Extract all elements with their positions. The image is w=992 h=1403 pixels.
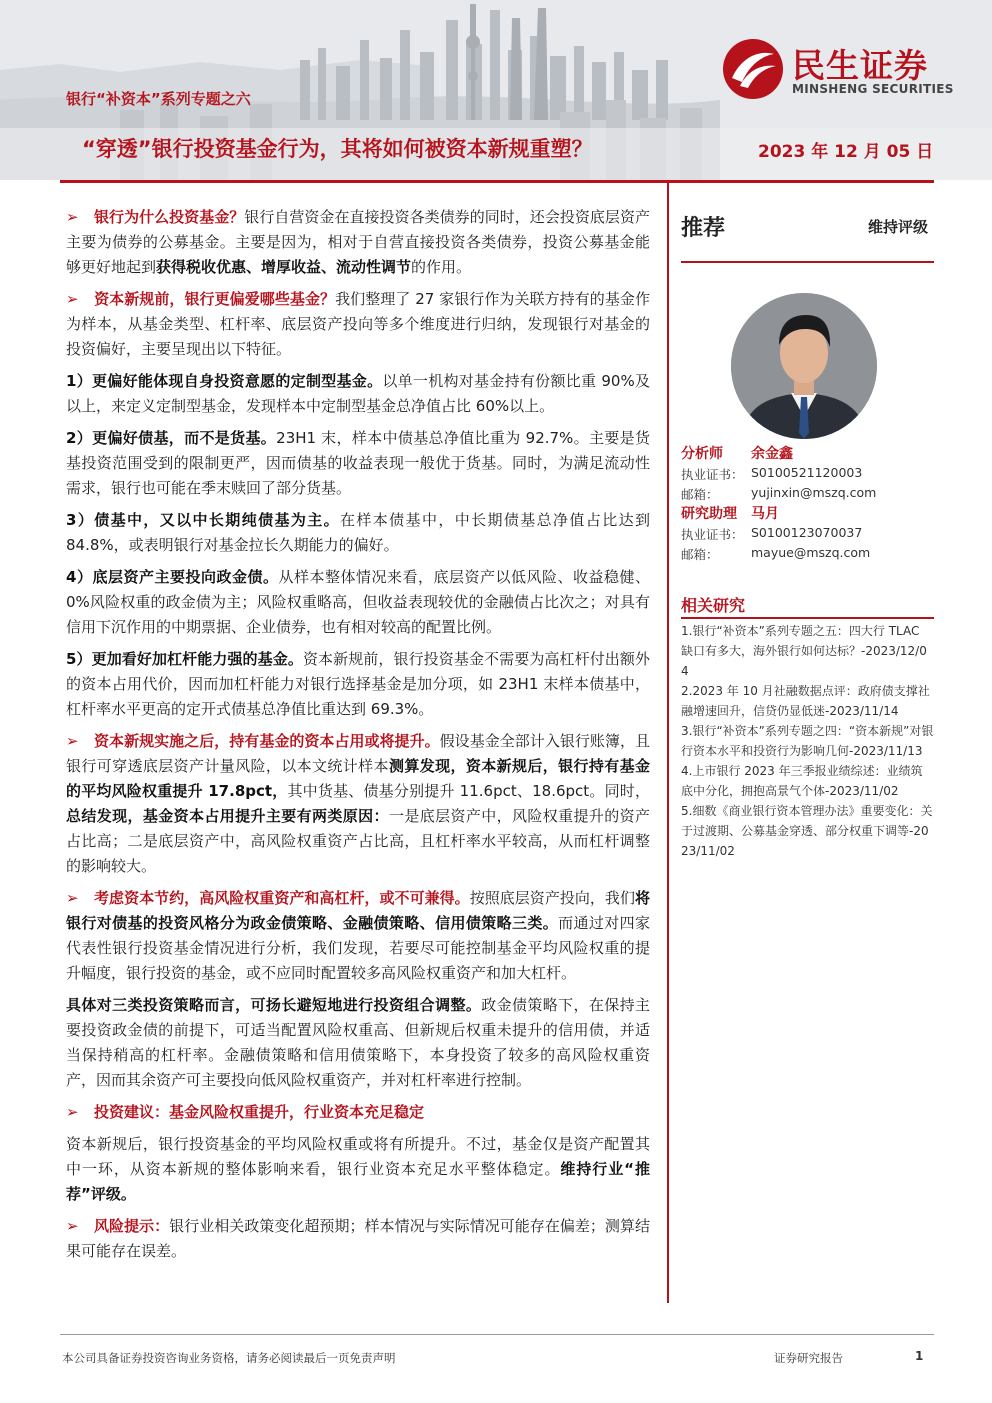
report-header — [0, 0, 992, 180]
sidebar — [681, 183, 934, 858]
summary-column — [66, 205, 650, 1271]
minsheng-logo — [722, 36, 972, 104]
summary-paragraph: 1）更偏好能体现自身投资意愿的定制型基金。以单一机构对基金持有份额比重 90%及以上，来定义定制型基金，发现样本中定制型基金总净值占比 60%以上。 — [66, 372, 650, 415]
arrow-bullet-icon: ➢ — [66, 732, 79, 750]
investment-advice-heading: ➢ 投资建议：基金风险权重提升，行业资本充足稳定 — [66, 1100, 650, 1125]
summary-paragraph: 5）更加看好加杠杆能力强的基金。资本新规前，银行投资基金不需要为高杠杆付出额外的资本占用代价，因而加杠杆能力对银行选择基金是加分项，如 23H1 末样本债基中，杠杆率水平更高的定开式债基总净值比重达到 69.3%。 — [66, 650, 650, 718]
minsheng-logo-icon — [722, 38, 784, 100]
report-date: 2023 年 12 月 05 日 — [758, 142, 934, 162]
column-divider — [667, 183, 669, 1303]
arrow-bullet-icon: ➢ — [66, 290, 79, 308]
summary-paragraph: 2）更偏好债基，而不是货基。23H1 末，样本中债基总净值比重为 92.7%。主要是货基投资范围受到的限制更严，因而债基的收益表现一般优于货基。同时，为满足流动性需求，银行也可能在季末赎回了部分货基。 — [66, 429, 650, 497]
summary-paragraph: ➢ 考虑资本节约，高风险权重资产和高杠杆，或不可兼得。按照底层资产投向，我们将银行对债基的投资风格分为政金债策略、金融债策略、信用债策略三类。而通过对四家代表性银行投资基金情况进行分析，我们发现，若要尽可能控制基金平均风险权重的提升幅度，银行投资的基金，或不应同时配置较多高风险权重资产和加大杠杆。 — [66, 886, 650, 986]
rating-box — [681, 183, 934, 263]
arrow-bullet-icon: ➢ — [66, 889, 79, 907]
rating-value: 推荐 — [681, 216, 726, 241]
summary-paragraph: ➢ 资本新规前，银行更偏爱哪些基金？我们整理了 27 家银行作为关联方持有的基金作为样本，从基金类型、杠杆率、底层资产投向等多个维度进行归纳，发现银行对基金的投资偏好，主要呈现出以下特征。 — [66, 287, 650, 362]
analyst-row: 邮箱： mayue@mszq.com — [681, 545, 871, 562]
summary-paragraph: 具体对三类投资策略而言，可扬长避短地进行投资组合调整。政金债策略下，在保持主要投资政金债的前提下，可适当配置风险权重高、但新规后权重未提升的信用债，并适当保持稍高的杠杆率。金融债策略和信用债策略下，本身投资了较多的高风险权重资产，因而其余资产可主要投向低风险权重资产，并对杠杆率进行控制。 — [66, 996, 650, 1089]
analyst-row: 执业证书： S0100521120003 — [681, 465, 863, 482]
related-research-item[interactable]: 2.2023 年 10 月社融数据点评：政府债支撑社融增速回升，信贷仍显低迷-2023/11/14 — [681, 684, 930, 718]
rating-status: 维持评级 — [867, 218, 928, 236]
analyst-row: 研究助理 马月 — [681, 506, 779, 522]
related-research-item[interactable]: 5.细数《商业银行资本管理办法》重要变化：关于过渡期、公募基金穿透、部分权重下调等-2023/11/02 — [681, 804, 933, 858]
related-research-divider — [681, 617, 934, 619]
footer-disclaimer: 本公司具备证券投资咨询业务资格，请务必阅读最后一页免责声明 — [62, 1351, 396, 1365]
series-title: 银行“补资本”系列专题之六 — [66, 90, 251, 108]
analyst-info — [681, 443, 934, 563]
summary-paragraph: 资本新规后，银行投资基金的平均风险权重或将有所提升。不过，基金仅是资产配置其中一环，从资本新规的整体影响来看，银行业资本充足水平整体稳定。维持行业“推荐”评级。 — [66, 1135, 650, 1203]
footer-divider — [60, 1334, 934, 1335]
risk-warning: ➢ 风险提示：银行业相关政策变化超预期；样本情况与实际情况可能存在偏差；测算结果可能存在误差。 — [66, 1214, 650, 1264]
logo-chinese-name: 民生证券 — [792, 46, 928, 85]
related-research-item[interactable]: 3.银行“补资本”系列专题之四：“资本新规”对银行资本水平和投资行为影响几何-2023/11/13 — [681, 724, 934, 758]
analyst-portrait-icon — [731, 293, 877, 439]
summary-paragraph: ➢ 资本新规实施之后，持有基金的资本占用或将提升。假设基金全部计入银行账簿，且银行可穿透底层资产计量风险，以本文统计样本测算发现，资本新规后，银行持有基金的平均风险权重提升 17.8pct，其中货基、债基分别提升 11.6pct、18.6pct。同时，总结发现，基金资本占用提升主要有两类原因：一是底层资产中，风险权重提升的资产占比高；二是底层资产中，高风险权重资产占比高，且杠杆率水平较高，从而杠杆调整的影响较大。 — [66, 729, 650, 879]
related-research-title: 相关研究 — [681, 596, 746, 615]
analyst-row: 邮箱： yujinxin@mszq.com — [681, 485, 877, 502]
analyst-row: 执业证书： S0100123070037 — [681, 525, 863, 542]
assistant-email-link[interactable]: mayue@mszq.com — [751, 545, 871, 560]
page-number: 1 — [915, 1349, 924, 1363]
related-research-list — [681, 621, 934, 861]
logo-english-name: MINSHENG SECURITIES — [792, 82, 954, 96]
related-research-item[interactable]: 4.上市银行 2023 年三季报业绩综述：业绩筑底中分化，拥抱高景气个体-2023/11/02 — [681, 764, 923, 798]
summary-paragraph: ➢ 银行为什么投资基金？银行自营资金在直接投资各类债券的同时，还会投资底层资产主要为债券的公募基金。主要是因为，相对于自营直接投资各类债券，投资公募基金能够更好地起到获得税收优惠、增厚收益、流动性调节的作用。 — [66, 205, 650, 280]
arrow-bullet-icon: ➢ — [66, 208, 79, 226]
summary-paragraph: 3）债基中，又以中长期纯债基为主。在样本债基中，中长期债基总净值占比达到 84.8%，或表明银行对基金拉长久期能力的偏好。 — [66, 511, 650, 554]
arrow-bullet-icon: ➢ — [66, 1103, 79, 1121]
analyst-email-link[interactable]: yujinxin@mszq.com — [751, 485, 877, 500]
footer-doc-type: 证券研究报告 — [774, 1351, 843, 1365]
related-research-item[interactable]: 1.银行“补资本”系列专题之五：四大行 TLAC 缺口有多大，海外银行如何达标？-2023/12/04 — [681, 624, 927, 678]
analyst-photo — [731, 293, 877, 439]
summary-paragraph: 4）底层资产主要投向政金债。从样本整体情况来看，底层资产以低风险、收益稳健、0%风险权重的政金债为主；风险权重略高，但收益表现较优的金融债占比次之；对具有信用下沉作用的中期票据、企业债券，也有相对较高的配置比例。 — [66, 568, 650, 636]
report-title: “穿透”银行投资基金行为，其将如何被资本新规重塑？ — [82, 137, 593, 161]
analyst-row: 分析师 余金鑫 — [681, 446, 793, 462]
arrow-bullet-icon: ➢ — [66, 1217, 79, 1235]
